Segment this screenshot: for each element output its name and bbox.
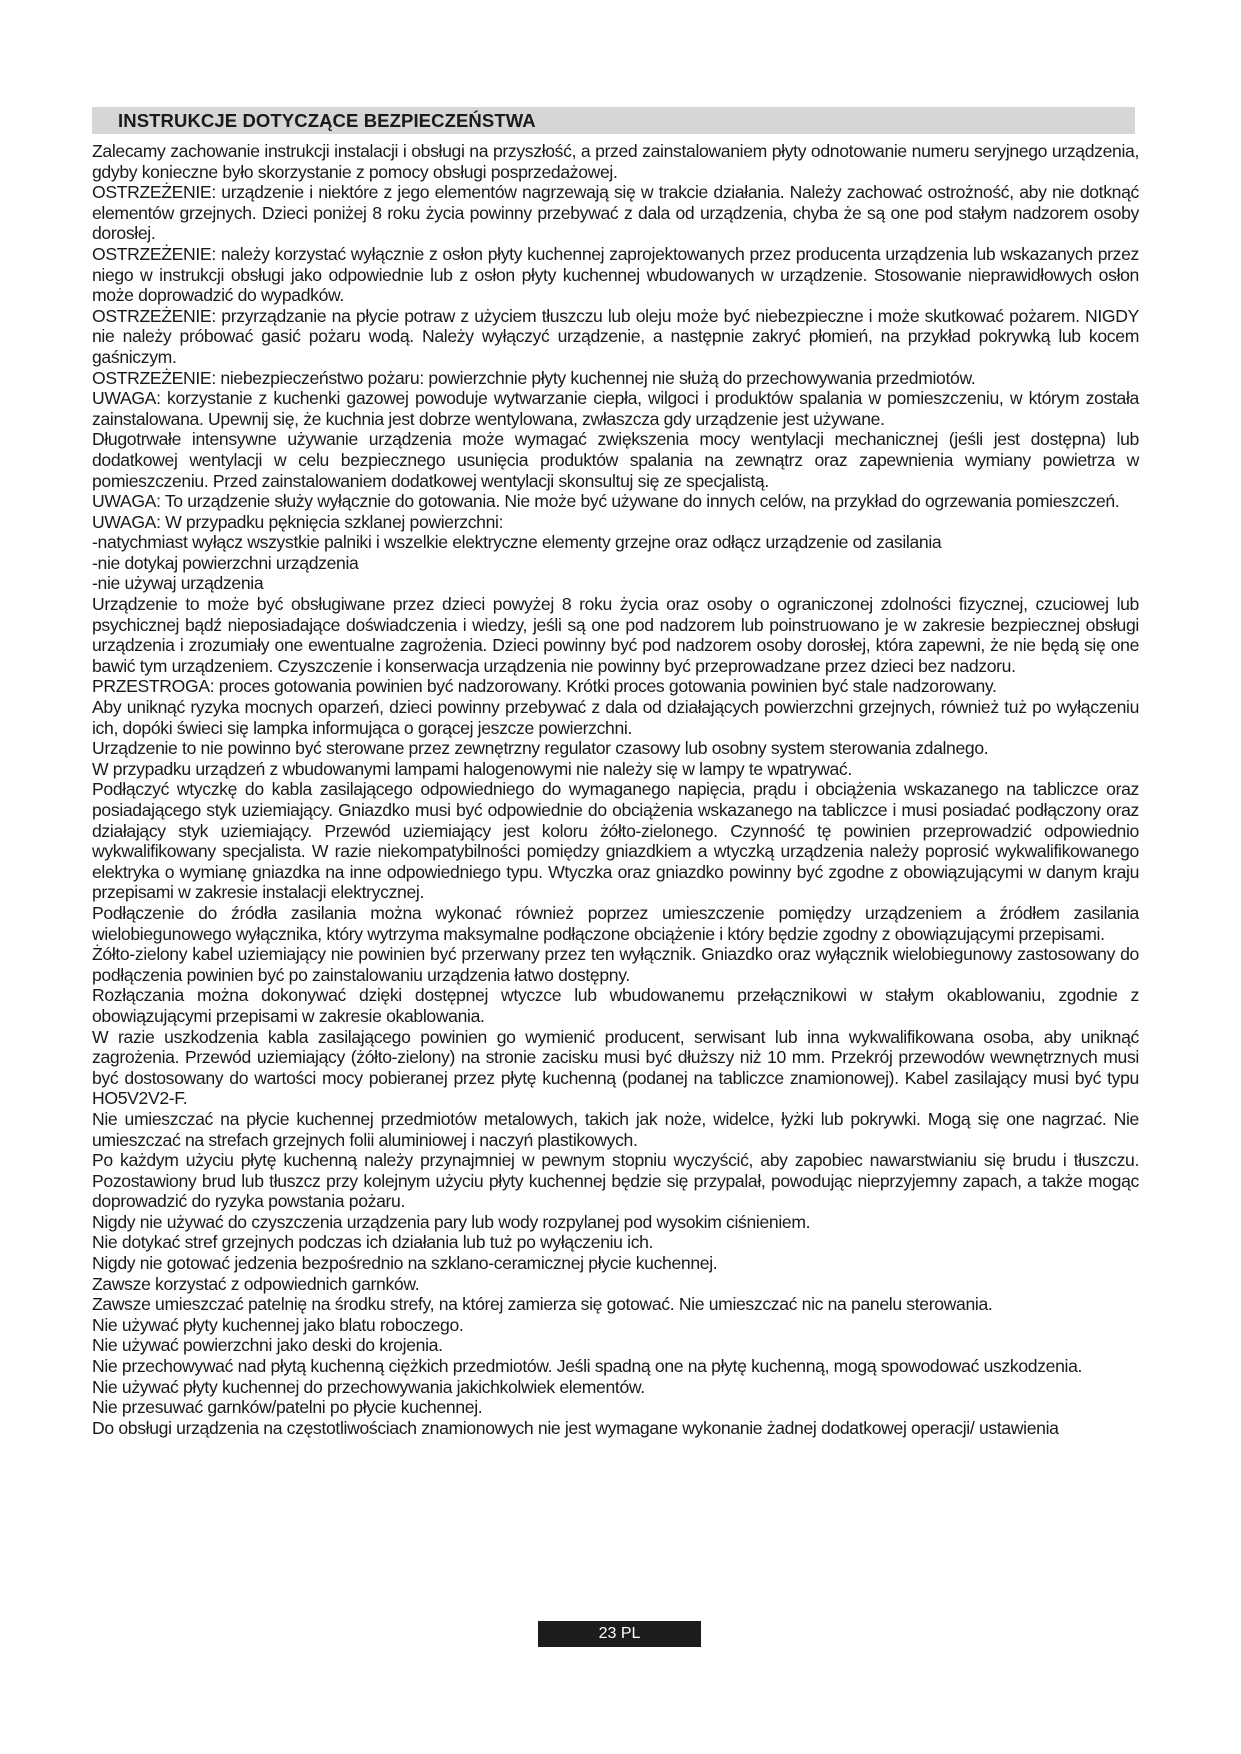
instruction-paragraph: PRZESTROGA: proces gotowania powinien być nadzorowany. Krótki proces gotowania powinien być stale nadzorowany. bbox=[92, 676, 997, 697]
instruction-paragraph: Po każdym użyciu płytę kuchenną należy przynajmniej w pewnym stopniu wyczyścić, aby zapobiec nawarstwianiu się brudu i tłuszczu. Pozostawiony brud lub tłuszcz przy kolejnym użyciu płyty kuchennej będzie się przypalał, powodując nieprzyjemny zapach, a także mogąc doprowadzić do ryzyka powstania pożaru. bbox=[92, 1150, 1139, 1212]
section-title: INSTRUKCJE DOTYCZĄCE BEZPIECZEŃSTWA bbox=[92, 107, 1135, 134]
instruction-paragraph: Podłączyć wtyczkę do kabla zasilającego odpowiedniego do wymaganego napięcia, prądu i obciążenia wskazanego na tabliczce oraz posiadającego styk uziemiający. Gniazdko musi być odpowiednie do obciążenia wskazanego na tabliczce i musi posiadać podłączony oraz działający styk uziemiający. Przewód uziemiający jest koloru żółto-zielonego. Czynność tę powinien przeprowadzić odpowiednio wykwalifikowany specjalista. W razie niekompatybilności pomiędzy gniazdkiem a wtyczką urządzenia należy poprosić wykwalifikowanego elektryka o wymianę gniazdka na inne odpowiedniego typu. Wtyczka oraz gniazdko powinny być zgodne z obowiązującymi w danym kraju przepisami w zakresie instalacji elektrycznej. bbox=[92, 779, 1139, 903]
instruction-paragraph: Zawsze korzystać z odpowiednich garnków. bbox=[92, 1273, 420, 1294]
instruction-paragraph: UWAGA: W przypadku pęknięcia szklanej powierzchni: bbox=[92, 511, 504, 532]
instruction-paragraph: Nie umieszczać na płycie kuchennej przedmiotów metalowych, takich jak noże, widelce, łyżki lub pokrywki. Mogą się one nagrzać. Nie umieszczać na strefach grzejnych folii aluminiowej i naczyń plastikowych. bbox=[92, 1108, 1139, 1150]
instruction-paragraph: W razie uszkodzenia kabla zasilającego powinien go wymienić producent, serwisant lub inna wykwalifikowana osoba, aby uniknąć zagrożenia. Przewód uziemiający (żółto-zielony) na stronie zacisku musi być dłuższy niż 10 mm. Przekrój przewodów wewnętrznych musi być dostosowany do wartości mocy pobieranej przez płytę kuchenną (podanej na tabliczce znamionowej). Kabel zasilający musi być typu HO5V2V2-F. bbox=[92, 1026, 1139, 1109]
instruction-paragraph: Aby uniknąć ryzyka mocnych oparzeń, dzieci powinny przebywać z dala od działających powierzchni grzejnych, również tuż po wyłączeniu ich, dopóki świeci się lampka informująca o gorącej jeszcze powierzchni. bbox=[92, 697, 1139, 738]
instruction-paragraph: Rozłączania można dokonywać dzięki dostępnej wtyczce lub wbudowanemu przełącznikowi w stałym okablowaniu, zgodnie z obowiązującymi przepisami w zakresie okablowania. bbox=[92, 985, 1139, 1026]
instruction-paragraph: Nie używać płyty kuchennej do przechowywania jakichkolwiek elementów. bbox=[92, 1376, 645, 1397]
instruction-paragraph: -nie używaj urządzenia bbox=[92, 573, 264, 594]
instruction-paragraph: -natychmiast wyłącz wszystkie palniki i wszelkie elektryczne elementy grzejne oraz odłącz urządzenie od zasilania bbox=[92, 532, 942, 553]
instruction-paragraph: Urządzenie to nie powinno być sterowane przez zewnętrzny regulator czasowy lub osobny system sterowania zdalnego. bbox=[92, 738, 989, 759]
instruction-paragraph: Nigdy nie gotować jedzenia bezpośrednio na szklano-ceramicznej płycie kuchennej. bbox=[92, 1253, 718, 1274]
instruction-paragraph: Nie przechowywać nad płytą kuchenną ciężkich przedmiotów. Jeśli spadną one na płytę kuchenną, mogą spowodować uszkodzenia. bbox=[92, 1356, 1083, 1377]
page-number: 23 PL bbox=[538, 1621, 701, 1647]
instruction-paragraph: Nigdy nie używać do czyszczenia urządzenia pary lub wody rozpylanej pod wysokim ciśnieniem. bbox=[92, 1211, 811, 1232]
instruction-paragraph: UWAGA: korzystanie z kuchenki gazowej powoduje wytwarzanie ciepła, wilgoci i produktów spalania w pomieszczeniu, w którym została zainstalowana. Upewnij się, że kuchnia jest dobrze wentylowana, zwłaszcza gdy urządzenie jest używane. bbox=[92, 388, 1139, 429]
instruction-paragraph: UWAGA: To urządzenie służy wyłącznie do gotowania. Nie może być używane do innych celów, na przykład do ogrzewania pomieszczeń. bbox=[92, 491, 1120, 512]
instruction-paragraph: Do obsługi urządzenia na częstotliwościach znamionowych nie jest wymagane wykonanie żadnej dodatkowej operacji/ ustawienia bbox=[92, 1417, 1059, 1438]
instruction-paragraph: Zalecamy zachowanie instrukcji instalacji i obsługi na przyszłość, a przed zainstalowaniem płyty odnotowanie numeru seryjnego urządzenia, gdyby konieczne było skorzystanie z pomocy obsługi posprzedażowej. bbox=[92, 141, 1139, 182]
instruction-paragraph: Nie dotykać stref grzejnych podczas ich działania lub tuż po wyłączeniu ich. bbox=[92, 1232, 654, 1253]
instruction-paragraph: OSTRZEŻENIE: niebezpieczeństwo pożaru: powierzchnie płyty kuchennej nie służą do przechowywania przedmiotów. bbox=[92, 367, 976, 388]
instruction-paragraph: Nie przesuwać garnków/patelni po płycie kuchennej. bbox=[92, 1397, 483, 1418]
instruction-paragraph: Nie używać płyty kuchennej jako blatu roboczego. bbox=[92, 1314, 464, 1335]
instruction-paragraph: Urządzenie to może być obsługiwane przez dzieci powyżej 8 roku życia oraz osoby o ograniczonej zdolności fizycznej, czuciowej lub psychicznej bądź nieposiadające doświadczenia i wiedzy, jeśli są one pod nadzorem lub poinstruowano je w zakresie bezpiecznej obsługi urządzenia i zrozumiały one ewentualne zagrożenia. Dzieci powinny być pod nadzorem osoby dorosłej, która zapewni, że nie będą się one bawić tym urządzeniem. Czyszczenie i konserwacja urządzenia nie powinny być przeprowadzane przez dzieci bez nadzoru. bbox=[92, 594, 1139, 676]
instruction-paragraph: Żółto-zielony kabel uziemiający nie powinien być przerwany przez ten wyłącznik. Gniazdko oraz wyłącznik wielobiegunowy zastosowany do podłączenia powinien być po zainstalowaniu urządzenia łatwo dostępny. bbox=[92, 944, 1139, 985]
instruction-paragraph: Długotrwałe intensywne używanie urządzenia może wymagać zwiększenia mocy wentylacji mechanicznej (jeśli jest dostępna) lub dodatkowej wentylacji w celu bezpiecznego usunięcia produktów spalania na zewnątrz oraz zapewnienia wymiany powietrza w pomieszczeniu. Przed zainstalowaniem dodatkowej wentylacji skonsultuj się ze specjalistą. bbox=[92, 429, 1139, 491]
instruction-paragraph: OSTRZEŻENIE: urządzenie i niektóre z jego elementów nagrzewają się w trakcie działania. Należy zachować ostrożność, aby nie dotknąć elementów grzejnych. Dzieci poniżej 8 roku życia powinny przebywać z dala od urządzenia, chyba że są one pod stałym nadzorem osoby dorosłej. bbox=[92, 182, 1139, 244]
instruction-paragraph: W przypadku urządzeń z wbudowanymi lampami halogenowymi nie należy się w lampy te wpatrywać. bbox=[92, 758, 852, 779]
instruction-paragraph: Podłączenie do źródła zasilania można wykonać również poprzez umieszczenie pomiędzy urządzeniem a źródłem zasilania wielobiegunowego wyłącznika, który wytrzyma maksymalne podłączone obciążenie i który będzie zgodny z obowiązującymi przepisami. bbox=[92, 902, 1139, 944]
instruction-paragraph: OSTRZEŻENIE: należy korzystać wyłącznie z osłon płyty kuchennej zaprojektowanych przez producenta urządzenia lub wskazanych przez niego w instrukcji obsługi jako odpowiednie lub z osłon płyty kuchennej wbudowanych w urządzenie. Stosowanie nieprawidłowych osłon może doprowadzić do wypadków. bbox=[92, 243, 1139, 306]
instruction-paragraph: Nie używać powierzchni jako deski do krojenia. bbox=[92, 1335, 443, 1356]
safety-instructions-text bbox=[92, 141, 1139, 1438]
instruction-paragraph: OSTRZEŻENIE: przyrządzanie na płycie potraw z użyciem tłuszczu lub oleju może być niebezpieczne i może skutkować pożarem. NIGDY nie należy próbować gasić pożaru wodą. Należy wyłączyć urządzenie, a następnie zakryć płomień, na przykład pokrywką lub kocem gaśniczym. bbox=[92, 305, 1139, 367]
instruction-paragraph: Zawsze umieszczać patelnię na środku strefy, na której zamierza się gotować. Nie umieszczać nic na panelu sterowania. bbox=[92, 1294, 993, 1315]
instruction-paragraph: -nie dotykaj powierzchni urządzenia bbox=[92, 552, 359, 573]
